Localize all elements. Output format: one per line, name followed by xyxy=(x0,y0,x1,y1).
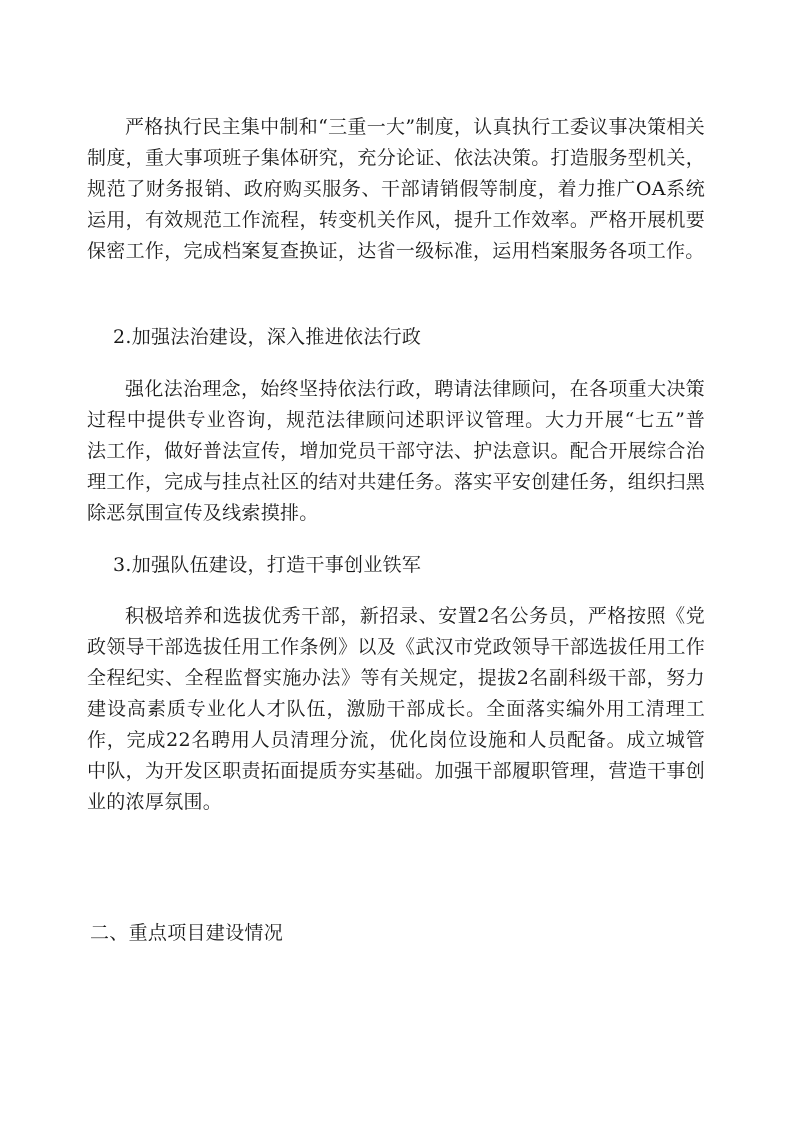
subheading-team-building: 3.加强队伍建设，打造干事创业铁军 xyxy=(113,554,422,576)
body-paragraph-rule-of-law: 强化法治理念，始终坚持依法行政，聘请法律顾问，在各项重大决策过程中提供专业咨询，规范法律顾问述职评议管理。大力开展“七五”普法工作，做好普法宣传，增加党员干部守法、护法意识。配合开展综合治理工作，完成与挂点社区的结对共建任务。落实平安创建任务，组织扫黑除恶氛围宣传及线索摸排。 xyxy=(87,378,705,524)
subheading-rule-of-law: 2.加强法治建设，深入推进依法行政 xyxy=(113,326,422,348)
section-title-key-projects: 二、重点项目建设情况 xyxy=(90,922,284,944)
body-paragraph-team-building: 积极培养和选拔优秀干部，新招录、安置2名公务员，严格按照《党政领导干部选拔任用工作条例》以及《武汉市党政领导干部选拔任用工作全程纪实、全程监督实施办法》等有关规定，提拔2名副科级干部，努力建设高素质专业化人才队伍，激励干部成长。全面落实编外用工清理工作，完成22名聘用人员清理分流，优化岗位设施和人员配备。成立城管中队，为开发区职责拓面提质夯实基础。加强干部履职管理，营造干事创业的浓厚氛围。 xyxy=(87,605,705,813)
body-paragraph-discipline: 严格执行民主集中制和“三重一大”制度，认真执行工委议事决策相关制度，重大事项班子集体研究，充分论证、依法决策。打造服务型机关，规范了财务报销、政府购买服务、干部请销假等制度，着力推广OA系统运用，有效规范工作流程，转变机关作风，提升工作效率。严格开展机要保密工作，完成档案复查换证，达省一级标准，运用档案服务各项工作。 xyxy=(87,116,705,262)
